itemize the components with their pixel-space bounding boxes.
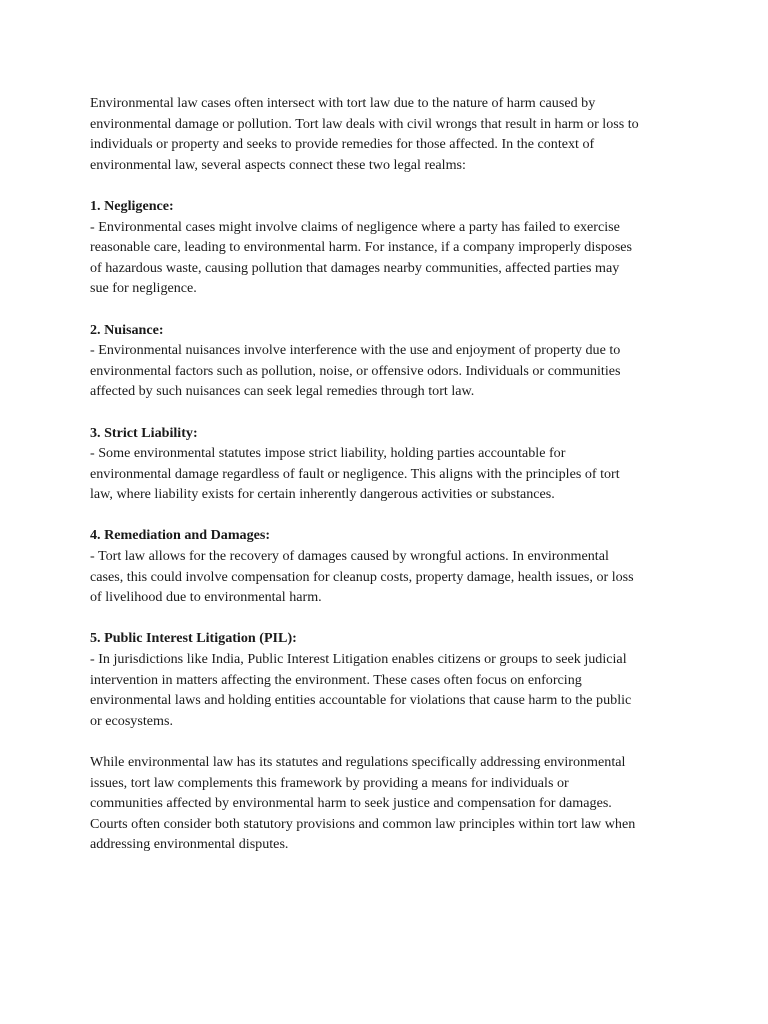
section-body: - Tort law allows for the recovery of damages caused by wrongful actions. In environmental cases, this could involve compensation for cleanup costs, property damage, health issues, or loss of livelihood due to environmental harm. <box>90 548 634 606</box>
section-body: - Environmental cases might involve claims of negligence where a party has failed to exercise reasonable care, leading to environmental harm. For instance, if a company improperly disposes of hazardous waste, causing pollution that damages nearby communities, affected parties may sue for negligence. <box>90 218 633 297</box>
section-body: - In jurisdictions like India, Public Interest Litigation enables citizens or groups to seek judicial intervention in matters affecting the environment. These cases often focus on enforcing environmental laws and holding entities accountable for violations that cause harm to the public or ecosystems. <box>90 651 632 729</box>
section-heading: 2. Nuisance: <box>90 321 164 338</box>
section-heading: 1. Negligence: <box>90 197 174 214</box>
section-body: - Environmental nuisances involve interference with the use and enjoyment of property due to environmental factors such as pollution, noise, or offensive odors. Individuals or communities affected by such nuisances can seek legal remedies through tort law. <box>90 342 621 400</box>
conclusion-paragraph: While environmental law has its statutes and regulations specifically addressing environmental issues, tort law complements this framework by providing a means for individuals or communities affected by environmental harm to seek justice and compensation for damages. Courts often consider both statutory provisions and common law principles within tort law when addressing environmental disputes. <box>90 754 636 853</box>
document-page <box>90 93 690 876</box>
section-strict-liability <box>90 423 690 505</box>
intro-paragraph: Environmental law cases often intersect with tort law due to the nature of harm caused by environmental damage or pollution. Tort law deals with civil wrongs that result in harm or loss to individuals or property and seeks to provide remedies for those affected. In the context of environmental law, several aspects connect these two legal realms: <box>90 95 639 173</box>
section-heading: 3. Strict Liability: <box>90 424 198 441</box>
section-negligence <box>90 196 690 299</box>
section-body: - Some environmental statutes impose strict liability, holding parties accountable for environmental damage regardless of fault or negligence. This aligns with the principles of tort law, where liability exists for certain inherently dangerous activities or substances. <box>90 445 620 503</box>
section-heading: 5. Public Interest Litigation (PIL): <box>90 630 297 647</box>
section-heading: 4. Remediation and Damages: <box>90 527 271 544</box>
section-nuisance <box>90 320 690 402</box>
section-remediation-damages <box>90 525 690 607</box>
section-public-interest-litigation <box>90 628 690 731</box>
